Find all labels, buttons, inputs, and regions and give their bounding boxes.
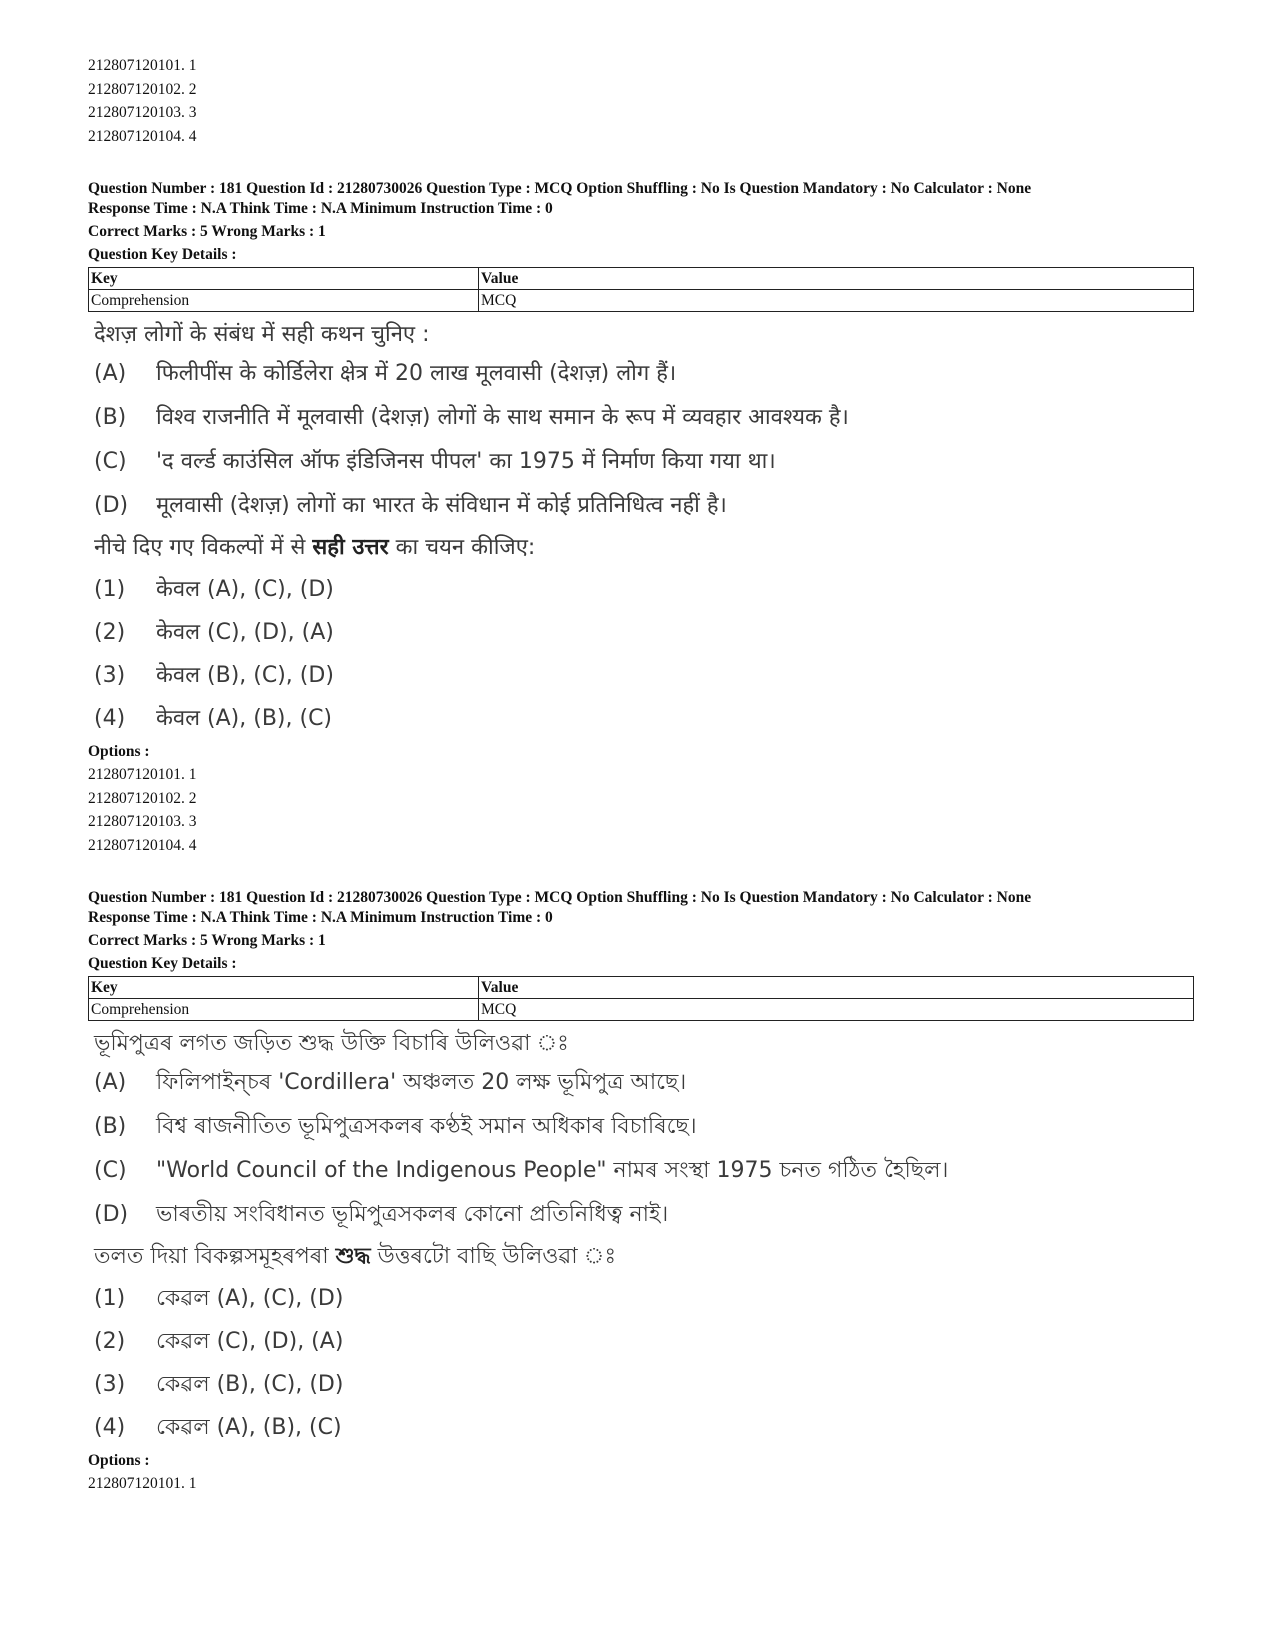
key-table-row — [89, 999, 1194, 1021]
key-table-header-row — [89, 268, 1194, 290]
option-line: 212807120104. 4 — [88, 127, 197, 145]
statement-b: (B) বিশ্ব ৰাজনীতিত ভূমিপুত্ৰসকলৰ কণ্ঠই সমান অধিকাৰ বিচাৰিছে। — [94, 1114, 697, 1139]
option-line: 212807120101. 1 — [88, 1475, 197, 1492]
question-key-details-label: Question Key Details : — [88, 955, 237, 972]
statement-d: (D) मूलवासी (देशज़) लोगों का भारत के संविधान में कोई प्रतिनिधित्व नहीं है। — [94, 493, 727, 518]
key-table-header-value: Value — [479, 268, 1194, 290]
question-stem: देशज़ लोगों के संबंध में सही कथन चुनिए : — [94, 322, 430, 347]
question-key-table — [88, 267, 1194, 312]
statement-a: (A) फिलीपींस के कोर्डिलेरा क्षेत्र में 20 लाख मूलवासी (देशज़) लोग हैं। — [94, 361, 677, 386]
key-table-header-key: Key — [89, 268, 479, 290]
option-line: 212807120102. 2 — [88, 789, 197, 807]
key-table-cell-value: MCQ — [479, 290, 1194, 312]
options-list — [88, 1472, 1188, 1496]
question-marks: Correct Marks : 5 Wrong Marks : 1 — [88, 932, 326, 949]
question-block-assamese — [88, 888, 1188, 1496]
key-table-header-key: Key — [89, 977, 479, 999]
statement-a: (A) ফিলিপাইন্‌চৰ 'Cordillera' অঞ্চলত 20 লক্ষ ভূমিপুত্ৰ আছে। — [94, 1070, 687, 1095]
question-instruction: তলত দিয়া বিকল্পসমূহৰপৰা শুদ্ধ উত্তৰটো বাছি উলিওৱা ঃ — [94, 1244, 617, 1269]
question-key-details-label: Question Key Details : — [88, 246, 237, 263]
question-meta-line2: Response Time : N.A Think Time : N.A Minimum Instruction Time : 0 — [88, 200, 553, 217]
options-label: Options : — [88, 743, 150, 760]
question-content-assamese — [94, 1027, 1188, 1449]
choice-4: (4) केवल (A), (B), (C) — [94, 706, 333, 731]
choice-2: (2) केवल (C), (D), (A) — [94, 620, 334, 645]
option-line: 212807120103. 3 — [88, 104, 197, 121]
question-meta-line1: Question Number : 181 Question Id : 21280730026 Question Type : MCQ Option Shuffling : No Is Question Mandatory : No Calculator : None — [88, 180, 1032, 197]
choice-4: (4) কেৱল (A), (B), (C) — [94, 1415, 342, 1440]
choice-2: (2) কেৱল (C), (D), (A) — [94, 1329, 344, 1354]
options-list — [88, 763, 1188, 857]
option-line: 212807120101. 1 — [88, 766, 197, 783]
question-meta-line1: Question Number : 181 Question Id : 21280730026 Question Type : MCQ Option Shuffling : No Is Question Mandatory : No Calculator : None — [88, 889, 1032, 906]
choice-1: (1) কেৱল (A), (C), (D) — [94, 1286, 344, 1311]
question-instruction: नीचे दिए गए विकल्पों में से सही उत्तर का चयन कीजिए: — [94, 535, 536, 560]
key-table-cell-key: Comprehension — [89, 999, 479, 1021]
key-table-header-value: Value — [479, 977, 1194, 999]
choice-1: (1) केवल (A), (C), (D) — [94, 577, 334, 602]
key-table-cell-value: MCQ — [479, 999, 1194, 1021]
question-meta-line2: Response Time : N.A Think Time : N.A Minimum Instruction Time : 0 — [88, 909, 553, 926]
question-block-hindi — [88, 179, 1188, 857]
top-options-list — [88, 54, 1188, 148]
document-page — [88, 0, 1188, 1496]
option-line: 212807120103. 3 — [88, 813, 197, 830]
statement-c: (C) "World Council of the Indigenous People" নামৰ সংস্থা 1975 চনত গঠিত হৈছিল। — [94, 1158, 949, 1183]
options-label: Options : — [88, 1452, 150, 1469]
question-content-hindi — [94, 318, 1188, 740]
question-key-table — [88, 976, 1194, 1021]
question-marks: Correct Marks : 5 Wrong Marks : 1 — [88, 223, 326, 240]
statement-b: (B) विश्व राजनीति में मूलवासी (देशज़) लोगों के साथ समान के रूप में व्यवहार आवश्यक है। — [94, 405, 849, 430]
statement-d: (D) ভাৰতীয় সংবিধানত ভূমিপুত্ৰসকলৰ কোনো প্ৰতিনিধিত্ব নাই। — [94, 1202, 669, 1227]
option-line: 212807120102. 2 — [88, 80, 197, 98]
choice-3: (3) केवल (B), (C), (D) — [94, 663, 334, 688]
key-table-header-row — [89, 977, 1194, 999]
statement-c: (C) 'द वर्ल्ड काउंसिल ऑफ इंडिजिनस पीपल' का 1975 में निर्माण किया गया था। — [94, 449, 776, 474]
key-table-cell-key: Comprehension — [89, 290, 479, 312]
option-line: 212807120101. 1 — [88, 57, 197, 74]
choice-3: (3) কেৱল (B), (C), (D) — [94, 1372, 344, 1397]
question-stem: ভূমিপুত্ৰৰ লগত জড়িত শুদ্ধ উক্তি বিচাৰি উলিওৱা ঃ — [94, 1031, 569, 1056]
option-line: 212807120104. 4 — [88, 836, 197, 854]
key-table-row — [89, 290, 1194, 312]
